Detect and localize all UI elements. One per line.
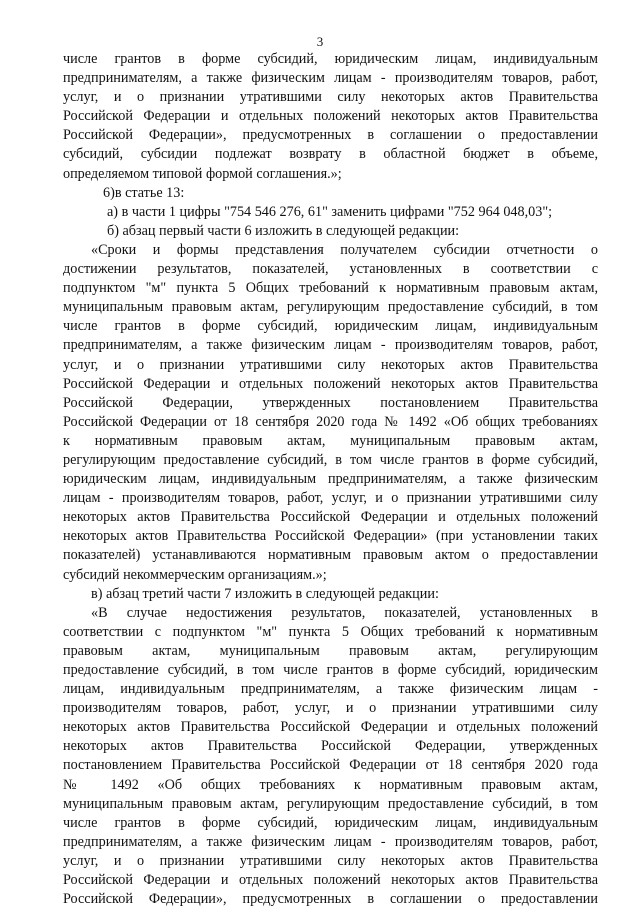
text-line: муниципальным правовым актам, регулирующим предоставление субсидий, в том [63, 795, 598, 812]
text-line: числе грантов в форме субсидий, юридическим лицам, индивидуальным [63, 51, 598, 67]
text-line: определяемом типовой формой соглашения.»; [63, 165, 342, 182]
text-line: услуг, и о признании утратившими силу некоторых актов Правительства [63, 852, 598, 869]
text-line: предпринимателям, а также физическим лицам - производителям товаров, работ, [63, 337, 598, 354]
text-line: некоторых актов Правительства Российской Федерации» (при установлении таких [63, 528, 598, 545]
text-line: «Сроки и формы представления получателем субсидии отчетности о [91, 241, 598, 258]
text-line: услуг, и о признании утратившими силу некоторых актов Правительства [63, 89, 598, 106]
text-line: достижении результатов, показателей, установленных в соответствии с [63, 261, 598, 278]
text-line: Российской Федерации и отдельных положений некоторых актов Правительства [63, 375, 598, 392]
text-line: Российской Федерации», предусмотренных в соглашении о предоставлении [63, 891, 598, 908]
text-line: предоставление субсидий, в том числе грантов в форме субсидий, юридическим [63, 662, 598, 678]
text-line: некоторых актов Правительства Российской Федерации и отдельных положений [63, 719, 598, 736]
text-line: лицам, индивидуальным предпринимателям, а также физическим лицам - [63, 681, 598, 698]
text-line: б) абзац первый части 6 изложить в следующей редакции: [107, 222, 460, 239]
text-line: «В случае недостижения результатов, показателей, установленных в [91, 604, 598, 621]
text-line: Российской Федерации от 18 сентября 2020 года № 1492 «Об общих требованиях [63, 413, 598, 430]
text-line: 6)в статье 13: [103, 184, 185, 201]
text-line: правовым актам, муниципальным правовым актам, регулирующим [63, 642, 598, 659]
text-line: в) абзац третий части 7 изложить в следующей редакции: [91, 585, 439, 602]
text-line: соответствии с подпунктом "м" пункта 5 Общих требований к нормативным [63, 623, 598, 640]
text-line: Российской Федерации и отдельных положений некоторых актов Правительства [63, 108, 598, 125]
text-line: лицам - производителям товаров, работ, услуг, и о признании утратившими силу [63, 490, 598, 507]
text-line: некоторых актов Правительства Российской Федерации, утвержденных [63, 738, 598, 755]
text-line: Российской Федерации, утвержденных постановлением Правительства [63, 394, 598, 411]
text-line: производителям товаров, работ, услуг, и о признании утратившими силу [63, 700, 598, 717]
text-line: числе грантов в форме субсидий, юридическим лицам, индивидуальным [63, 318, 598, 335]
text-line: муниципальным правовым актам, регулирующим предоставление субсидий, в том [63, 299, 598, 316]
text-line: Российской Федерации и отдельных положений некоторых актов Правительства [63, 872, 598, 889]
text-line: субсидий, субсидии подлежат возврату в областной бюджет в объеме, [63, 146, 598, 163]
text-line: некоторых актов Правительства Российской Федерации и отдельных положений [63, 509, 598, 526]
text-line: Российской Федерации», предусмотренных в соглашении о предоставлении [63, 127, 598, 144]
text-line: предпринимателям, а также физическим лицам - производителям товаров, работ, [63, 833, 598, 850]
text-line: показателей) устанавливаются нормативным правовым актом о предоставлении [63, 547, 598, 564]
text-line: № 1492 «Об общих требованиях к нормативным правовым актам, [63, 776, 598, 793]
text-line: числе грантов в форме субсидий, юридическим лицам, индивидуальным [63, 814, 598, 831]
text-line: юридическим лицам, индивидуальным предпринимателям, а также физическим [63, 471, 598, 488]
text-line: а) в части 1 цифры "754 546 276, 61" заменить цифрами "752 964 048,03"; [107, 203, 553, 220]
page-number: 3 [316, 34, 324, 49]
document-body [63, 50, 598, 909]
text-line: субсидий некоммерческим организациям.»; [63, 566, 327, 583]
text-line: услуг, и о признании утратившими силу некоторых актов Правительства [63, 356, 598, 373]
text-line: постановлением Правительства Российской Федерации от 18 сентября 2020 года [63, 757, 598, 774]
text-line: регулирующим предоставление субсидий, в том числе грантов в форме субсидий, [63, 451, 598, 468]
text-line: подпунктом "м" пункта 5 Общих требований к нормативным правовым актам, [63, 280, 598, 297]
text-line: предпринимателям, а также физическим лицам - производителям товаров, работ, [63, 70, 598, 87]
text-line: к нормативным правовым актам, муниципальным правовым актам, [63, 432, 598, 449]
